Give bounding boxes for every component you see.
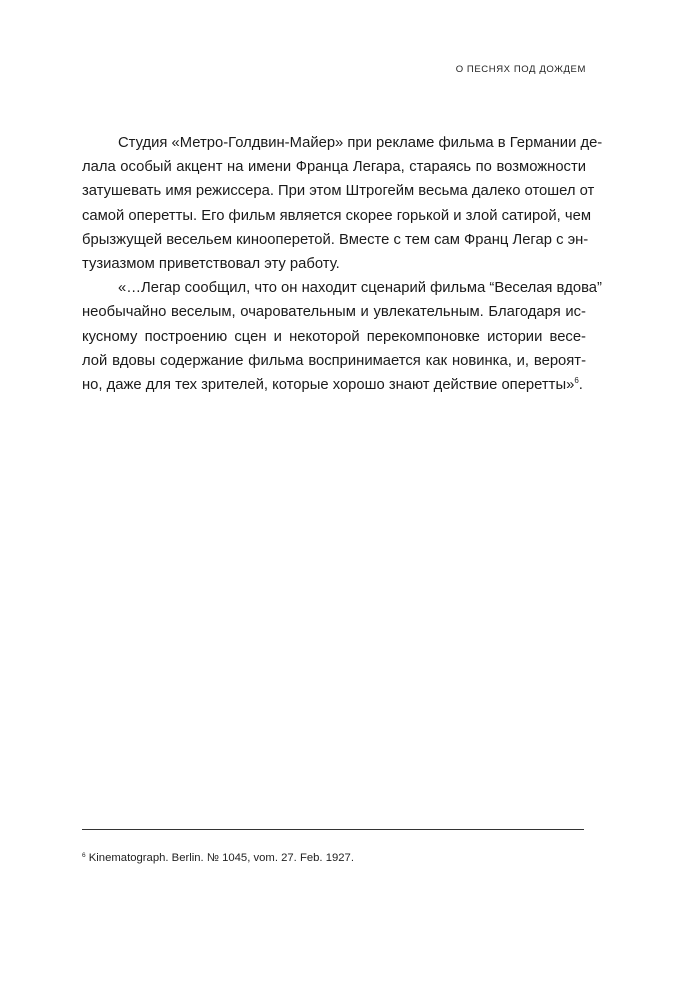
text-line: кусному построению сцен и некоторой перекомпоновке истории весе- xyxy=(82,328,586,345)
text-line-content: но, даже для тех зрителей, которые хорошо знают действие оперетты» xyxy=(82,377,575,394)
paragraph-2 xyxy=(82,276,602,397)
footnote-text: Kinematograph. Berlin. № 1045, vom. 27. Feb. 1927. xyxy=(88,852,354,864)
text-line-last xyxy=(82,373,586,397)
text-line: лой вдовы содержание фильма воспринимается как новинка, и, вероят- xyxy=(82,352,586,369)
text-line: лала особый акцент на имени Франца Легара, стараясь по возможности xyxy=(82,159,586,176)
text-line: необычайно веселым, очаровательным и увлекательным. Благодаря ис- xyxy=(82,304,586,321)
main-text xyxy=(82,131,603,397)
sentence-period: . xyxy=(578,377,583,394)
footnote xyxy=(82,852,354,864)
text-line: брызжущей весельем кинооперетой. Вместе с тем сам Франц Легар с эн- xyxy=(82,231,589,248)
text-line: самой оперетты. Его фильм является скорее горькой и злой сатирой, чем xyxy=(82,207,592,224)
text-line: затушевать имя режиссера. При этом Штрогейм весьма далеко отошел от xyxy=(82,183,595,200)
footnote-marker: 6 xyxy=(82,852,86,859)
footnote-reference[interactable]: 6 xyxy=(574,376,579,386)
text-line: «…Легар сообщил, что он находит сценарий фильма “Веселая вдова” xyxy=(118,280,602,297)
paragraph-1 xyxy=(82,131,603,276)
running-header: О ПЕСНЯХ ПОД ДОЖДЕМ xyxy=(455,64,586,75)
footnote-divider xyxy=(82,829,584,830)
text-line: тузиазмом приветствовал эту работу. xyxy=(82,256,340,273)
text-line: Студия «Метро-Голдвин-Майер» при рекламе фильма в Германии де- xyxy=(118,135,603,151)
